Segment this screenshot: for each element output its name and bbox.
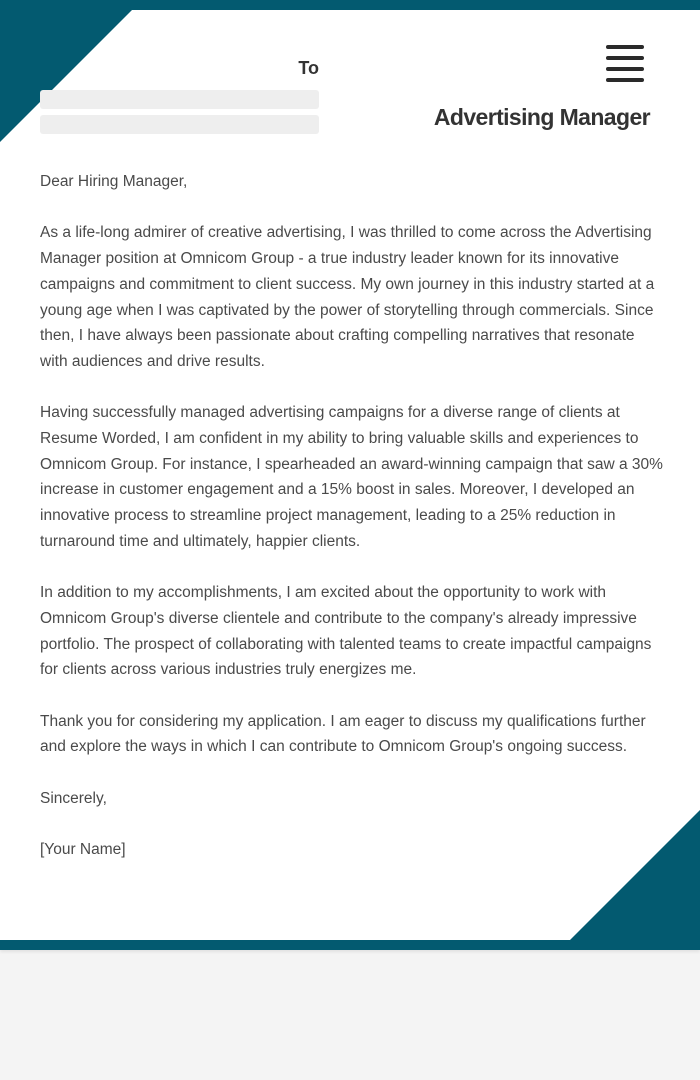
letter-greeting: Dear Hiring Manager, (40, 173, 188, 190)
letter-signature: [Your Name] (40, 841, 126, 859)
job-title: Advertising Manager (433, 104, 650, 130)
recipient-to-label: To (298, 58, 319, 78)
letter-paragraph: As a life-long admirer of creative advertising, I was thrilled to come across the Advertising Manager position at Omnicom Group - a true industry leader known for its innovative campaigns and commitment to client success. My own journey in this industry started at a young age when I was captivated by the power of storytelling through commercials. Since then, I have always been passionate about crafting compelling narratives that resonate with audiences and drive results. (40, 224, 655, 370)
letter-closing: Sincerely, (40, 789, 107, 807)
menu-icon-bar (606, 67, 644, 71)
letter-paragraph: Thank you for considering my application. I am eager to discuss my qualifications further and explore the ways in which I can contribute to Omnicom Group's ongoing success. (40, 712, 646, 756)
recipient-address-placeholder-line (40, 90, 319, 109)
letter-body (40, 169, 665, 889)
hamburger-menu-icon[interactable] (606, 45, 644, 83)
letter-paragraph: In addition to my accomplishments, I am excited about the opportunity to work with Omnicom Group's diverse clientele and contribute to the company's already impressive portfolio. The prospect of collaborating with talented teams to create impactful campaigns for clients across various industries truly energizes me. (40, 584, 652, 679)
bottom-accent-bar (0, 940, 700, 950)
menu-icon-bar (606, 45, 644, 49)
recipient-address-placeholder-line (40, 115, 319, 134)
menu-icon-bar (606, 56, 644, 60)
menu-icon-bar (606, 78, 644, 82)
letter-paragraph: Having successfully managed advertising campaigns for a diverse range of clients at Resume Worded, I am confident in my ability to bring valuable skills and experiences to Omnicom Group. For instance, I spearheaded an award-winning campaign that saw a 30% increase in customer engagement and a 15% boost in sales. Moreover, I developed an innovative process to streamline project management, leading to a 25% reduction in turnaround time and ultimately, happier clients. (40, 404, 663, 550)
